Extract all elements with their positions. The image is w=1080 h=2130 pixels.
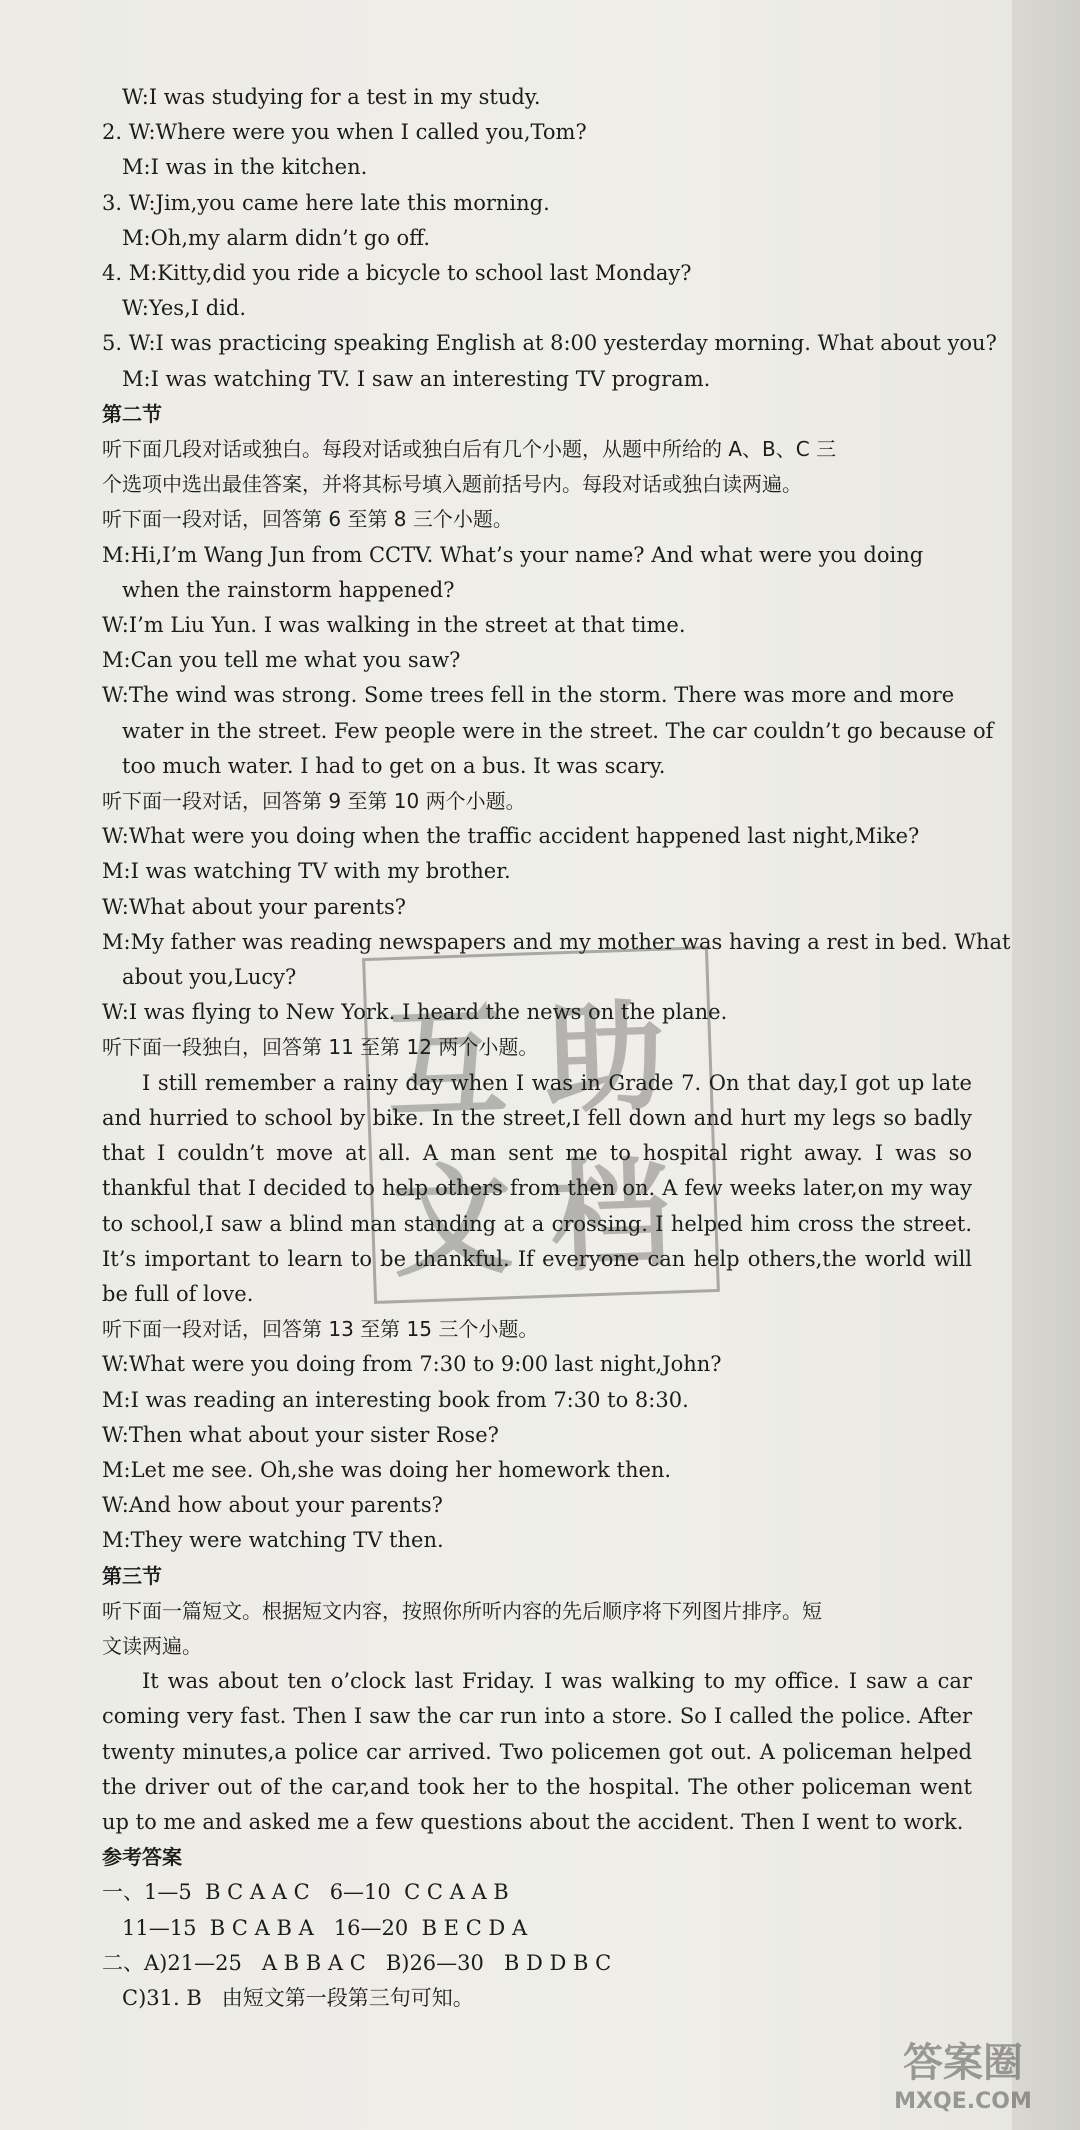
monologue-paragraph: I still remember a rainy day when I was in Grade 7. On that day,I got up late and hurried to school by bike. In the street,I fell down and hurt my legs so badly that I couldn’t move at all. A man sent me to hospital right away. I was so thankful that I decided to help others from then on. A few weeks later,on my way to school,I saw a blind man standing at a crossing. I helped him cross the street. It’s important to learn to be thankful. If everyone can help others,the world will be full of love. [102, 1070, 972, 1306]
dialog-line: M:Let me see. Oh,she was doing her homework then. [102, 1457, 672, 1482]
dialog-line: 2. W:Where were you when I called you,Tom? [102, 120, 587, 145]
stamp-char: 文 [389, 1151, 515, 1295]
dialog-line: W:I was studying for a test in my study. [122, 85, 541, 109]
section-heading: 第三节 [102, 1563, 162, 1588]
answer-line: 一、1—5 B C A A C 6—10 C C A A B [102, 1880, 509, 1905]
instruction-line: 听下面几段对话或独白。每段对话或独白后有几个小题，从题中所给的 A、B、C 三 [102, 437, 837, 462]
dialog-line: M:Can you tell me what you saw? [102, 648, 461, 673]
dialog-line: too much water. I had to get on a bus. It was scary. [122, 753, 666, 778]
question-prompt: 听下面一段对话，回答第 6 至第 8 三个小题。 [102, 507, 513, 532]
dialog-line: W:I’m Liu Yun. I was walking in the street at that time. [102, 613, 686, 638]
dialog-line: water in the street. Few people were in the street. The car couldn’t go because of [122, 718, 994, 743]
answer-line: C)31. B 由短文第一段第三句可知。 [122, 1985, 474, 2010]
dialog-line: W:And how about your parents? [102, 1493, 443, 1518]
dialog-line: W:What were you doing from 7:30 to 9:00 last night,John? [102, 1352, 722, 1377]
dialog-line: when the rainstorm happened? [122, 577, 455, 602]
question-prompt: 听下面一段对话，回答第 13 至第 15 三个小题。 [102, 1317, 539, 1342]
dialog-line: M:I was watching TV with my brother. [102, 859, 511, 884]
section-heading: 第二节 [102, 401, 162, 426]
dialog-line: 4. M:Kitty,did you ride a bicycle to school last Monday? [102, 261, 692, 286]
stamp-char: 互 [384, 993, 510, 1137]
dialog-line: M:They were watching TV then. [102, 1528, 444, 1553]
dialog-block [102, 538, 994, 784]
instruction-line: 个选项中选出最佳答案，并将其标号填入题前括号内。每段对话或独白读两遍。 [102, 472, 802, 497]
stamp-char: 助 [542, 987, 668, 1131]
dialog-line: W:I was flying to New York. I heard the news on the plane. [102, 1000, 728, 1025]
answer-line: 11—15 B C A B A 16—20 B E C D A [122, 1915, 528, 1940]
dialog-block [102, 1347, 972, 1558]
page-edge [1012, 0, 1080, 2130]
dialog-line: M:I was in the kitchen. [122, 155, 368, 180]
dialog-line: 3. W:Jim,you came here late this morning. [102, 190, 550, 215]
answer-line: 二、A)21—25 A B B A C B)26—30 B D D B C [102, 1950, 612, 1975]
dialog-line: M:My father was reading newspapers and my mother was having a rest in bed. What [102, 929, 1011, 954]
dialog-list-part1 [102, 80, 997, 397]
svg-text:MXQE.COM: MXQE.COM [894, 2089, 1032, 2114]
dialog-line: M:I was reading an interesting book from 7:30 to 8:30. [102, 1387, 689, 1412]
dialog-line: W:Then what about your sister Rose? [102, 1422, 499, 1447]
question-prompt: 听下面一段独白，回答第 11 至第 12 两个小题。 [102, 1035, 539, 1060]
svg-text:答案圈: 答案圈 [903, 2040, 1023, 2086]
dialog-line: M:Oh,my alarm didn’t go off. [122, 225, 430, 250]
dialog-line: W:What were you doing when the traffic accident happened last night,Mike? [102, 824, 920, 849]
question-prompt: 听下面一段对话，回答第 9 至第 10 两个小题。 [102, 789, 526, 814]
instruction-line: 听下面一篇短文。根据短文内容，按照你所听内容的先后顺序将下列图片排序。短 [102, 1598, 822, 1623]
dialog-line: about you,Lucy? [122, 965, 297, 990]
logo-icon [868, 2028, 1058, 2118]
dialog-line: W:Yes,I did. [122, 296, 247, 321]
dialog-line: W:The wind was strong. Some trees fell in the storm. There was more and more [102, 683, 955, 708]
dialog-line: M:I was watching TV. I saw an interesting TV program. [122, 366, 711, 391]
dialog-line: M:Hi,I’m Wang Jun from CCTV. What’s your name? And what were you doing [102, 542, 924, 567]
watermark-logo [868, 2028, 1058, 2118]
stamp-char: 档 [547, 1145, 673, 1289]
answers-list [102, 1875, 972, 2016]
answers-heading: 参考答案 [102, 1845, 182, 1870]
dialog-line: W:What about your parents? [102, 894, 406, 919]
dialog-line: 5. W:I was practicing speaking English at 8:00 yesterday morning. What about you? [102, 331, 997, 356]
watermark-stamp [362, 946, 720, 1304]
passage-paragraph: It was about ten o’clock last Friday. I was walking to my office. I saw a car coming very fast. Then I saw the car run into a store. So I called the police. After twenty minutes,a police car arrived. Two policemen got out. A policeman helped the driver out of the car,and took her to the hospital. The other policeman went up to me and asked me a few questions about the accident. Then I went to work. [102, 1669, 972, 1834]
instruction-line: 文读两遍。 [102, 1633, 202, 1658]
